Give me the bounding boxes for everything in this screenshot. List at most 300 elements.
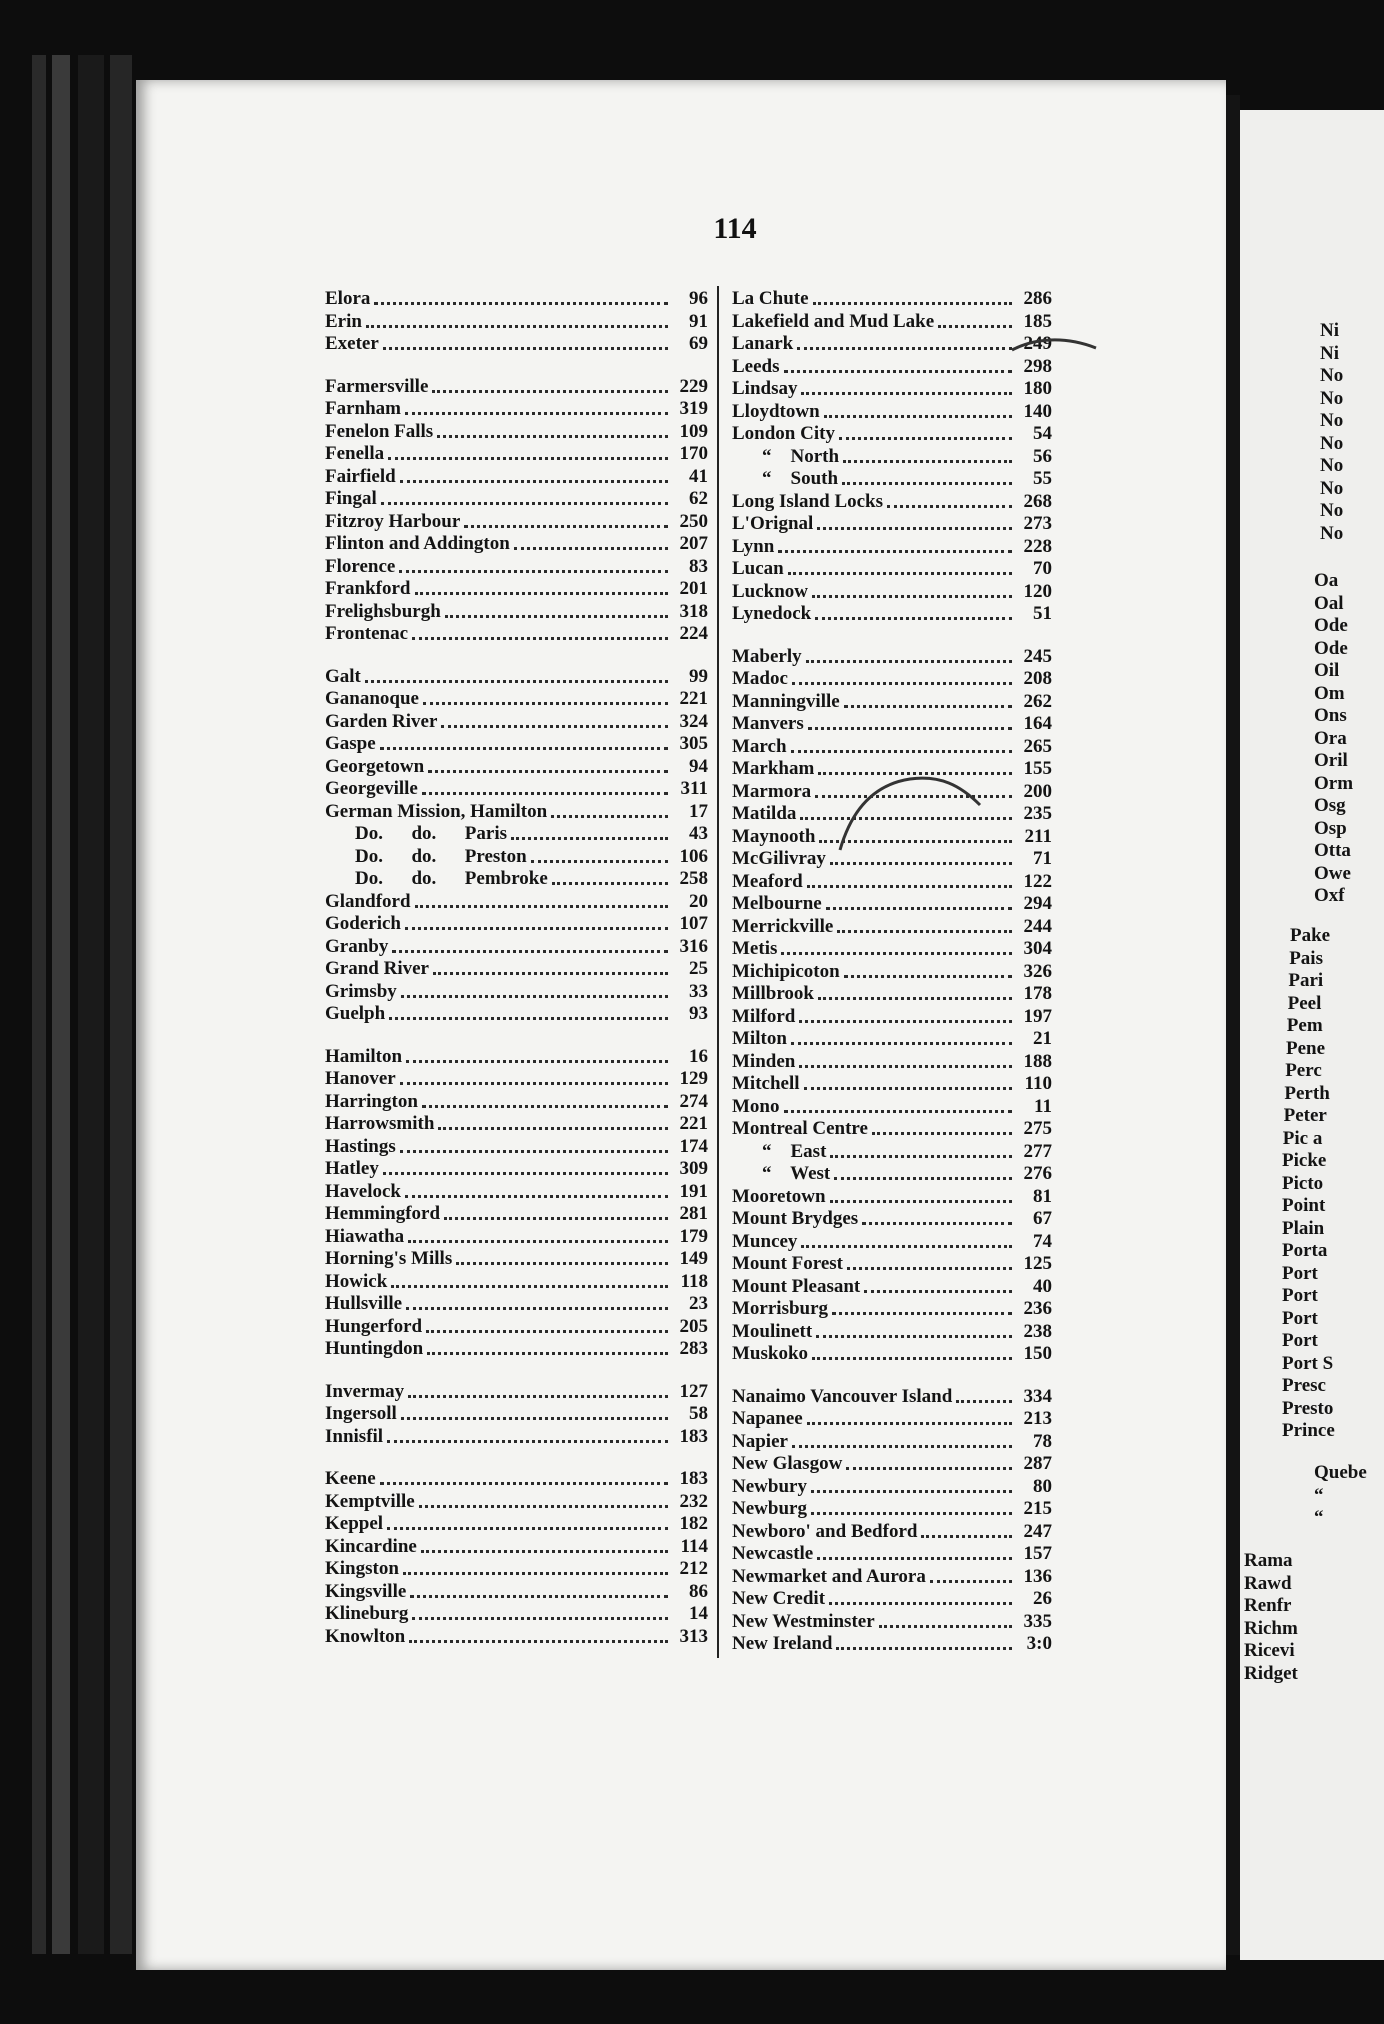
dot-leader — [842, 473, 1012, 485]
entry-name: Havelock — [325, 1180, 401, 1202]
entry-name: Lakefield and Mud Lake — [732, 310, 935, 332]
entry-name: Newbury — [732, 1475, 807, 1497]
entry-page-number: 228 — [1023, 535, 1052, 557]
dot-leader — [387, 1431, 668, 1443]
index-entry — [325, 443, 708, 466]
entry-page-number: 129 — [679, 1068, 708, 1089]
dot-leader — [387, 1518, 668, 1530]
adjacent-page — [1240, 110, 1384, 1960]
entry-page-number: 274 — [679, 1090, 708, 1112]
index-entry — [732, 1431, 1052, 1454]
entry-name: Montreal Centre — [732, 1118, 868, 1139]
index-entry — [732, 1476, 1052, 1499]
index-entry — [732, 1543, 1052, 1566]
adjacent-page-fragment: Ridget — [1244, 1662, 1298, 1684]
entry-page-number: 25 — [689, 958, 708, 979]
entry-page-number: 62 — [689, 488, 708, 509]
entry-name: L'Orignal — [732, 513, 814, 534]
entry-name: Goderich — [325, 913, 401, 934]
entry-page-number: 309 — [679, 1158, 708, 1179]
adjacent-page-fragment: Ricevi — [1244, 1640, 1295, 1661]
entry-page-number: 207 — [679, 533, 708, 554]
entry-name: La Chute — [732, 288, 809, 309]
index-entry — [325, 398, 708, 421]
dot-leader — [401, 986, 668, 998]
dot-leader — [844, 696, 1012, 708]
adjacent-page-fragment: Oil — [1314, 660, 1340, 681]
index-entry — [325, 958, 708, 981]
entry-name: Maberly — [732, 645, 802, 667]
adjacent-page-fragment: Point — [1282, 1195, 1326, 1216]
entry-page-number: 244 — [1023, 915, 1052, 937]
entry-name: “ South — [762, 468, 839, 489]
index-entry — [325, 1381, 708, 1404]
entry-page-number: 276 — [1023, 1163, 1052, 1184]
dot-leader — [862, 1213, 1012, 1225]
entry-page-number: 55 — [1033, 468, 1052, 489]
dot-leader — [791, 1033, 1012, 1045]
adjacent-page-fragment: Plain — [1282, 1217, 1325, 1239]
index-entry — [732, 803, 1052, 826]
index-entry — [732, 513, 1052, 536]
adjacent-page-fragment: Ode — [1314, 637, 1348, 659]
index-entry — [732, 333, 1052, 356]
entry-page-number: 70 — [1033, 558, 1052, 579]
entry-page-number: 127 — [679, 1380, 708, 1402]
dot-leader — [847, 1258, 1012, 1270]
entry-page-number: 238 — [1023, 1320, 1052, 1342]
index-entry — [732, 668, 1052, 691]
entry-name: “ North — [762, 445, 840, 467]
entry-name: Lanark — [732, 333, 794, 354]
index-entry — [325, 311, 708, 334]
index-entry — [732, 983, 1052, 1006]
dot-leader — [839, 428, 1012, 440]
index-entry — [325, 466, 708, 489]
entry-page-number: 232 — [679, 1490, 708, 1512]
entry-name: Muncey — [732, 1230, 798, 1252]
index-entry — [325, 868, 708, 891]
column-divider — [717, 286, 719, 1658]
index-entry — [325, 1403, 708, 1426]
dot-leader — [401, 1408, 668, 1420]
entry-name: Horning's Mills — [325, 1248, 453, 1269]
entry-name: Morrisburg — [732, 1298, 829, 1319]
dot-leader — [406, 1051, 668, 1063]
entry-page-number: 94 — [689, 755, 708, 777]
entry-name: Newburg — [732, 1498, 807, 1519]
entry-page-number: 51 — [1033, 603, 1052, 624]
entry-name: Innisfil — [325, 1425, 384, 1447]
dot-leader — [392, 941, 668, 953]
dot-leader — [864, 1281, 1012, 1293]
entry-page-number: 155 — [1023, 758, 1052, 779]
adjacent-page-fragment: Otta — [1314, 840, 1351, 861]
entry-name: Frontenac — [325, 623, 409, 644]
dot-leader — [800, 808, 1012, 820]
index-entry — [732, 736, 1052, 759]
entry-name: Kincardine — [325, 1535, 417, 1557]
entry-page-number: 188 — [1023, 1050, 1052, 1072]
index-entry — [732, 961, 1052, 984]
entry-page-number: 294 — [1023, 893, 1052, 914]
dot-leader — [808, 718, 1012, 730]
entry-page-number: 201 — [679, 578, 708, 599]
dot-leader — [422, 1096, 668, 1108]
entry-name: Do. do. Paris — [355, 823, 507, 844]
entry-name: Hungerford — [325, 1315, 423, 1337]
adjacent-page-fragment: Oa — [1314, 570, 1339, 591]
index-entry — [325, 823, 708, 846]
index-entry — [325, 1181, 708, 1204]
dot-leader — [552, 873, 668, 885]
index-entry — [732, 401, 1052, 424]
index-entry — [732, 1633, 1052, 1656]
index-entry — [325, 533, 708, 556]
entry-page-number: 215 — [1023, 1498, 1052, 1519]
entry-name: Mitchell — [732, 1073, 800, 1094]
entry-page-number: 221 — [679, 1113, 708, 1134]
dot-leader — [784, 361, 1013, 373]
index-entry — [732, 558, 1052, 581]
dot-leader — [551, 806, 668, 818]
dot-leader — [837, 921, 1012, 933]
index-entry — [732, 288, 1052, 311]
entry-name: Knowlton — [325, 1625, 406, 1647]
entry-page-number: 118 — [680, 1270, 708, 1292]
dot-leader — [799, 1056, 1012, 1068]
section-gap — [325, 1361, 708, 1381]
index-entry — [732, 1588, 1052, 1611]
adjacent-page-fragment: Osg — [1314, 795, 1346, 816]
dot-leader — [400, 1141, 668, 1153]
dot-leader — [813, 293, 1012, 305]
dot-leader — [812, 586, 1012, 598]
entry-page-number: 80 — [1033, 1475, 1052, 1497]
entry-name: Do. do. Preston — [355, 845, 527, 867]
adjacent-page-fragment: Perc — [1285, 1060, 1322, 1081]
entry-page-number: 74 — [1033, 1230, 1052, 1252]
entry-page-number: 335 — [1023, 1610, 1052, 1632]
index-entry — [732, 1566, 1052, 1589]
entry-name: Hanover — [325, 1068, 396, 1089]
dot-leader — [437, 426, 668, 438]
dot-leader — [514, 538, 668, 550]
index-entry — [732, 938, 1052, 961]
index-entry — [325, 1203, 708, 1226]
entry-page-number: 313 — [679, 1625, 708, 1647]
entry-page-number: 191 — [679, 1180, 708, 1202]
adjacent-page-fragment: “ — [1314, 1507, 1324, 1528]
entry-page-number: 26 — [1033, 1588, 1052, 1609]
dot-leader — [887, 496, 1012, 508]
entry-name: New Credit — [732, 1588, 826, 1609]
entry-name: Manningville — [732, 690, 840, 712]
binding-edge — [110, 55, 132, 1954]
entry-page-number: 200 — [1023, 780, 1052, 802]
dot-leader — [799, 1011, 1012, 1023]
entry-name: Florence — [325, 555, 396, 577]
entry-page-number: 58 — [689, 1403, 708, 1424]
index-entry — [325, 1426, 708, 1449]
adjacent-page-fragment: No — [1320, 410, 1344, 431]
entry-page-number: 170 — [679, 443, 708, 464]
adjacent-page-fragment: Port — [1282, 1330, 1318, 1351]
adjacent-page-fragment: Pais — [1289, 947, 1323, 969]
adjacent-page-fragment: Oril — [1314, 750, 1348, 771]
dot-leader — [422, 783, 668, 795]
dot-leader — [804, 1078, 1012, 1090]
index-entry — [732, 1028, 1052, 1051]
entry-page-number: 183 — [679, 1468, 708, 1489]
adjacent-page-fragment: Ora — [1314, 727, 1347, 749]
entry-page-number: 334 — [1023, 1385, 1052, 1407]
entry-page-number: 245 — [1023, 645, 1052, 667]
index-entry — [325, 1581, 708, 1604]
entry-name: Frelighsburgh — [325, 600, 441, 622]
entry-page-number: 140 — [1023, 400, 1052, 422]
dot-leader — [784, 1101, 1013, 1113]
dot-leader — [374, 293, 668, 305]
adjacent-page-fragment: Picke — [1282, 1150, 1327, 1171]
index-entry — [732, 1141, 1052, 1164]
entry-page-number: 298 — [1023, 355, 1052, 377]
entry-page-number: 208 — [1023, 668, 1052, 689]
entry-page-number: 316 — [679, 935, 708, 957]
entry-name: Melbourne — [732, 893, 822, 914]
adjacent-page-fragment: Picto — [1282, 1172, 1324, 1194]
index-entry — [325, 1003, 708, 1026]
dot-leader — [464, 516, 668, 528]
index-entry — [732, 1118, 1052, 1141]
page-number: 114 — [713, 212, 757, 245]
adjacent-page-fragment: Port — [1282, 1262, 1318, 1284]
index-entry — [732, 1521, 1052, 1544]
index-entry — [325, 421, 708, 444]
dot-leader — [380, 738, 668, 750]
entry-name: Maynooth — [732, 825, 816, 847]
adjacent-page-fragment: Osp — [1314, 817, 1347, 839]
entry-name: Lynedock — [732, 603, 812, 624]
index-entry — [325, 623, 708, 646]
dot-leader — [409, 1631, 668, 1643]
index-entry — [325, 1091, 708, 1114]
entry-name: Merrickville — [732, 915, 834, 937]
entry-page-number: 224 — [679, 623, 708, 644]
index-entry — [732, 1498, 1052, 1521]
dot-leader — [830, 853, 1012, 865]
dot-leader — [832, 1303, 1012, 1315]
entry-page-number: 99 — [689, 665, 708, 687]
entry-name: Fitzroy Harbour — [325, 510, 461, 532]
entry-page-number: 258 — [679, 868, 708, 889]
adjacent-page-fragment: Port — [1282, 1307, 1318, 1329]
entry-name: Newboro' and Bedford — [732, 1520, 918, 1542]
adjacent-page-fragment: Ode — [1314, 615, 1348, 636]
index-entry — [732, 1408, 1052, 1431]
dot-leader — [818, 763, 1012, 775]
entry-page-number: 78 — [1033, 1430, 1052, 1452]
entry-page-number: 81 — [1033, 1185, 1052, 1207]
dot-leader — [797, 338, 1012, 350]
index-entry — [325, 1513, 708, 1536]
entry-page-number: 318 — [679, 600, 708, 622]
entry-page-number: 229 — [679, 375, 708, 397]
entry-name: Georgeville — [325, 778, 418, 799]
adjacent-page-fragment: Peel — [1287, 992, 1322, 1014]
entry-page-number: 150 — [1023, 1343, 1052, 1364]
entry-name: Newmarket and Aurora — [732, 1565, 926, 1587]
index-entry — [325, 1603, 708, 1626]
entry-name: Galt — [325, 665, 361, 687]
index-entry — [325, 1536, 708, 1559]
adjacent-page-fragment: No — [1320, 477, 1344, 499]
entry-name: Lloydtown — [732, 400, 820, 422]
entry-name: Long Island Locks — [732, 490, 884, 512]
dot-leader — [381, 493, 668, 505]
entry-name: Mount Pleasant — [732, 1275, 861, 1297]
index-entry — [732, 758, 1052, 781]
dot-leader — [807, 1413, 1012, 1425]
entry-page-number: 20 — [689, 890, 708, 912]
entry-name: Frankford — [325, 578, 411, 599]
index-entry — [732, 1453, 1052, 1476]
entry-name: Farnham — [325, 398, 401, 419]
entry-name: Muskoko — [732, 1343, 809, 1364]
entry-page-number: 86 — [689, 1580, 708, 1602]
dot-leader — [930, 1571, 1012, 1583]
dot-leader — [788, 563, 1012, 575]
entry-name: Invermay — [325, 1380, 405, 1402]
index-entry — [732, 691, 1052, 714]
index-entry — [732, 1298, 1052, 1321]
index-entry — [325, 913, 708, 936]
entry-name: Kemptville — [325, 1490, 415, 1512]
index-entry — [732, 1186, 1052, 1209]
dot-leader — [801, 383, 1012, 395]
index-entry — [732, 1611, 1052, 1634]
index-entry — [732, 781, 1052, 804]
entry-page-number: 304 — [1023, 938, 1052, 959]
adjacent-page-fragment: Oal — [1314, 592, 1344, 614]
entry-page-number: 96 — [689, 288, 708, 309]
adjacent-page-fragment: “ — [1314, 1484, 1324, 1506]
index-entry — [325, 1491, 708, 1514]
dot-leader — [415, 896, 668, 908]
entry-page-number: 109 — [679, 420, 708, 442]
entry-name: Napanee — [732, 1408, 803, 1429]
entry-page-number: 213 — [1023, 1408, 1052, 1429]
dot-leader — [811, 1503, 1012, 1515]
entry-name: Lucan — [732, 558, 784, 579]
entry-page-number: 14 — [689, 1603, 708, 1624]
adjacent-page-fragment: Perth — [1284, 1082, 1330, 1104]
entry-page-number: 40 — [1033, 1275, 1052, 1297]
index-entry — [325, 511, 708, 534]
entry-name: Keppel — [325, 1513, 384, 1534]
index-entry — [325, 1626, 708, 1649]
entry-name: Lynn — [732, 535, 775, 557]
entry-page-number: 125 — [1023, 1253, 1052, 1274]
index-entry — [325, 288, 708, 311]
adjacent-page-fragment: Renfr — [1244, 1595, 1292, 1616]
index-entry — [732, 423, 1052, 446]
entry-page-number: 324 — [679, 710, 708, 732]
entry-page-number: 178 — [1023, 983, 1052, 1004]
entry-name: German Mission, Hamilton — [325, 800, 548, 822]
index-entry — [732, 1073, 1052, 1096]
entry-name: Elora — [325, 288, 371, 309]
entry-name: Hullsville — [325, 1293, 403, 1314]
index-entry — [325, 666, 708, 689]
index-entry — [325, 688, 708, 711]
dot-leader — [531, 851, 668, 863]
dot-leader — [405, 918, 668, 930]
entry-page-number: 56 — [1033, 445, 1052, 467]
adjacent-page-fragment: Quebe — [1314, 1462, 1367, 1483]
index-entry — [732, 1386, 1052, 1409]
index-entry — [325, 1068, 708, 1091]
entry-page-number: 211 — [1024, 825, 1052, 847]
entry-page-number: 275 — [1023, 1118, 1052, 1139]
entry-page-number: 311 — [680, 778, 708, 799]
entry-name: Newcastle — [732, 1543, 814, 1564]
index-entry — [325, 981, 708, 1004]
dot-leader — [445, 606, 668, 618]
adjacent-page-fragment: Pic a — [1282, 1127, 1323, 1149]
entry-name: Fingal — [325, 488, 377, 509]
entry-page-number: 91 — [689, 310, 708, 332]
entry-page-number: 110 — [1024, 1073, 1052, 1094]
entry-name: “ West — [762, 1163, 831, 1184]
dot-leader — [818, 988, 1012, 1000]
entry-name: Lindsay — [732, 378, 798, 399]
dot-leader — [778, 541, 1012, 553]
index-entry — [732, 916, 1052, 939]
dot-leader — [817, 518, 1012, 530]
index-entry — [732, 1096, 1052, 1119]
entry-name: Exeter — [325, 333, 379, 354]
entry-name: Hemmingford — [325, 1203, 441, 1224]
entry-page-number: 265 — [1023, 735, 1052, 757]
dot-leader — [811, 1481, 1012, 1493]
entry-name: Howick — [325, 1270, 388, 1292]
section-gap — [325, 646, 708, 666]
adjacent-page-fragment: Orm — [1314, 772, 1354, 794]
index-entry — [732, 1321, 1052, 1344]
entry-page-number: 114 — [680, 1535, 708, 1557]
index-entry — [325, 1468, 708, 1491]
adjacent-page-fragment: Porta — [1282, 1240, 1328, 1261]
index-entry — [732, 311, 1052, 334]
entry-name: Napier — [732, 1430, 788, 1452]
entry-page-number: 67 — [1033, 1208, 1052, 1229]
dot-leader — [400, 471, 668, 483]
entry-name: Mono — [732, 1095, 780, 1117]
entry-name: Milford — [732, 1005, 796, 1027]
entry-name: Guelph — [325, 1003, 386, 1024]
index-entry — [732, 893, 1052, 916]
adjacent-page-fragment: Peter — [1283, 1105, 1327, 1126]
index-entry — [732, 1276, 1052, 1299]
entry-page-number: 11 — [1034, 1095, 1052, 1117]
dot-leader — [819, 831, 1012, 843]
adjacent-page-fragment: Pem — [1286, 1015, 1323, 1036]
entry-name: Ingersoll — [325, 1403, 397, 1424]
dot-leader — [383, 338, 668, 350]
entry-page-number: 268 — [1023, 490, 1052, 512]
dot-leader — [388, 448, 668, 460]
